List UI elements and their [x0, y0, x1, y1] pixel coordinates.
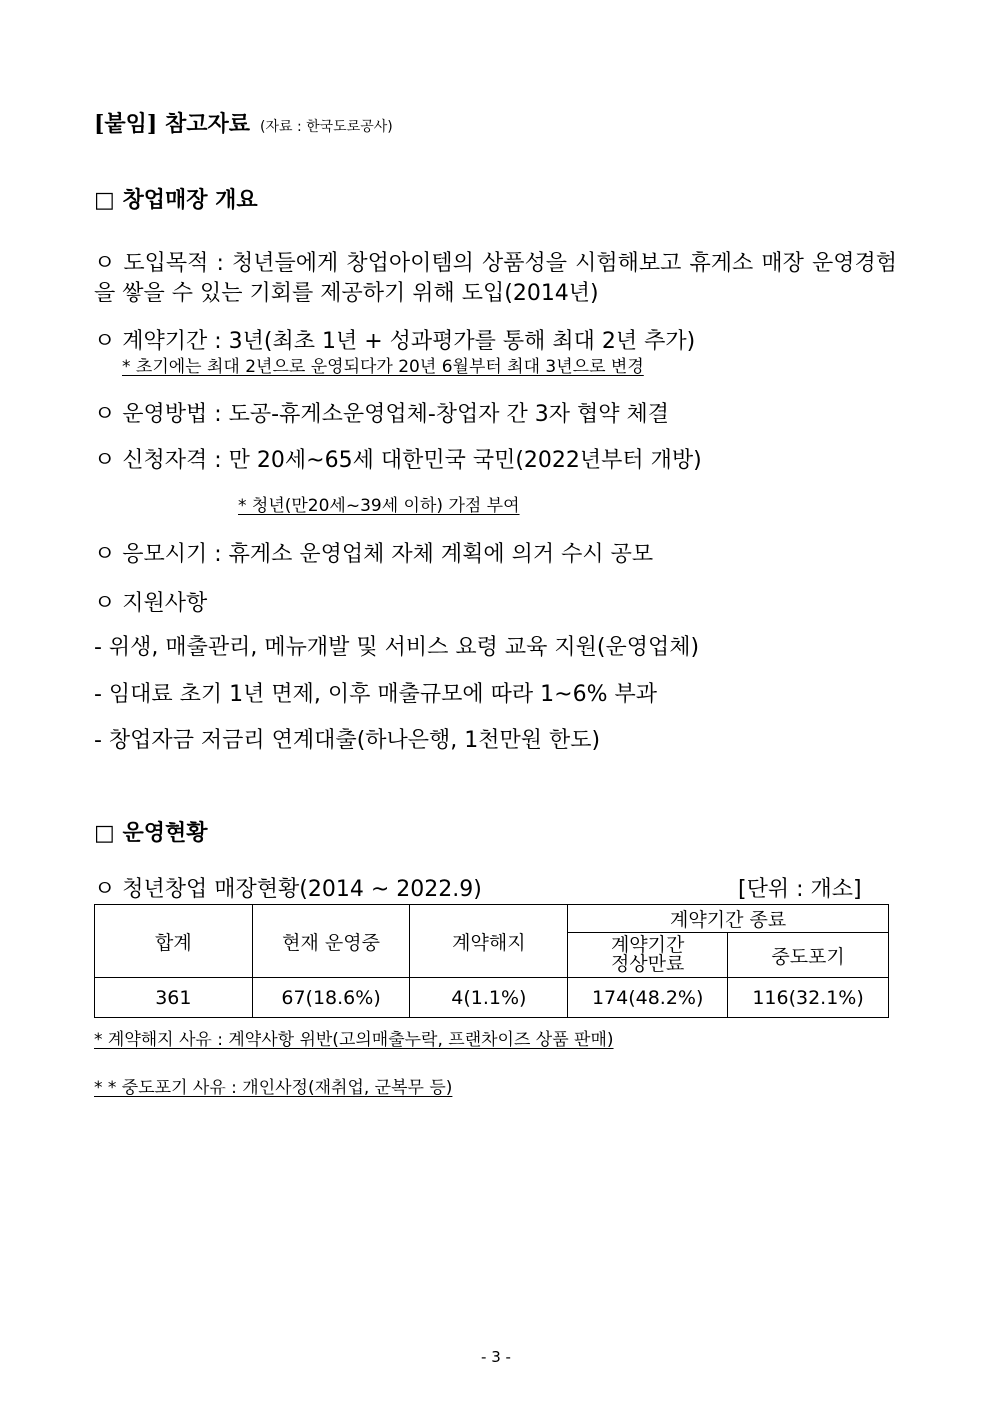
support-title: ㅇ 지원사항 — [94, 591, 208, 616]
header-quit: 중도포기 — [728, 933, 889, 978]
eligibility: ㅇ 신청자격 : 만 20세~65세 대한민국 국민(2022년부터 개방) — [94, 448, 702, 473]
table-cell: 116(32.1%) — [728, 978, 889, 1018]
operation-method: ㅇ 운영방법 : 도공-휴게소운영업체-창업자 간 3자 협약 체결 — [94, 402, 670, 427]
contract-period-note: * 초기에는 최대 2년으로 운영되다가 20년 6월부터 최대 3년으로 변경 — [122, 357, 644, 377]
eligibility-note: * 청년(만20세~39세 이하) 가점 부여 — [238, 496, 520, 516]
table-cell: 67(18.6%) — [252, 978, 410, 1018]
attachment-heading — [94, 107, 393, 138]
section-title-overview: □ 창업매장 개요 — [94, 188, 258, 213]
table-title: ㅇ 청년창업 매장현황(2014 ~ 2022.9) — [94, 877, 482, 902]
application-timing: ㅇ 응모시기 : 휴게소 운영업체 자체 계획에 의거 수시 공모 — [94, 542, 654, 567]
unit-label: [단위 : 개소] — [738, 877, 862, 902]
contract-period: ㅇ 계약기간 : 3년(최초 1년 + 성과평가를 통해 최대 2년 추가) — [94, 329, 696, 354]
support-item: - 위생, 매출관리, 메뉴개발 및 서비스 요령 교육 지원(운영업체) — [94, 635, 700, 660]
purpose-paragraph: ㅇ 도입목적 : 청년들에게 창업아이템의 상품성을 시험해보고 휴게소 매장 운영경험을 쌓을 수 있는 기회를 제공하기 위해 도입(2014년) — [94, 251, 897, 306]
table-note-withdrawal: * * 중도포기 사유 : 개인사정(재취업, 군복무 등) — [94, 1078, 453, 1098]
header-normal-end: 계약기간 정상만료 — [610, 934, 685, 975]
table-cell: 174(48.2%) — [568, 978, 728, 1018]
attachment-title: [붙임] 참고자료 — [94, 111, 250, 137]
header-operating: 현재 운영중 — [252, 905, 410, 978]
table-cell: 4(1.1%) — [410, 978, 568, 1018]
table-note-termination: * 계약해지 사유 : 계약사항 위반(고의매출누락, 프랜차이즈 상품 판매) — [94, 1030, 614, 1050]
attachment-source: (자료 : 한국도로공사) — [260, 119, 393, 135]
header-total: 합계 — [95, 905, 253, 978]
section-title-status: □ 운영현황 — [94, 821, 208, 846]
support-item: - 창업자금 저금리 연계대출(하나은행, 1천만원 한도) — [94, 728, 601, 753]
table-cell: 361 — [95, 978, 253, 1018]
table-row — [95, 978, 889, 1018]
header-terminated: 계약해지 — [410, 905, 568, 978]
status-table — [94, 904, 889, 1018]
header-period-end: 계약기간 종료 — [568, 905, 889, 933]
support-item: - 임대료 초기 1년 면제, 이후 매출규모에 따라 1~6% 부과 — [94, 682, 657, 707]
page-number: - 3 - — [481, 1348, 511, 1366]
